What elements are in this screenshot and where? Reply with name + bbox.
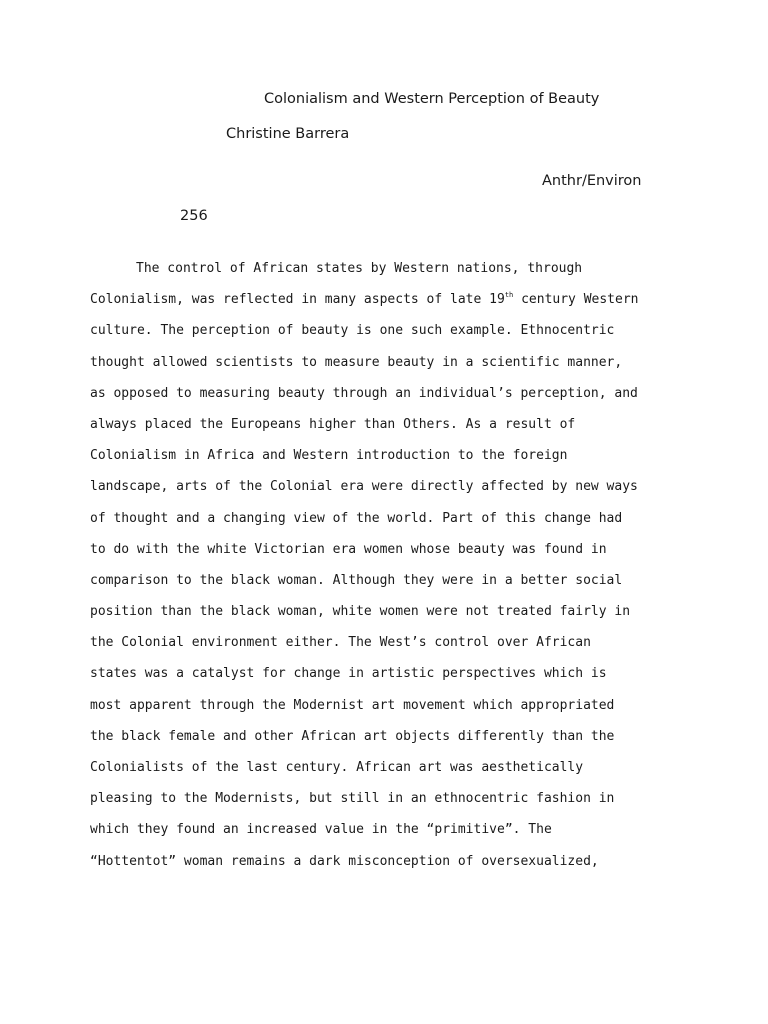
body-line: The control of African states by Western nations, through [136, 261, 583, 276]
body-line: which they found an increased value in the “primitive”. The [90, 822, 552, 838]
body-line-text: Colonialism, was reflected in many aspects of late 19 [90, 292, 505, 308]
body-line: as opposed to measuring beauty through an individual’s perception, and [90, 385, 638, 401]
course-name: Anthr/Environ [542, 173, 642, 189]
body-line: comparison to the black woman. Although they were in a better social [90, 572, 623, 588]
course-number: 256 [180, 208, 208, 224]
body-line: Colonialism in Africa and Western introduction to the foreign [90, 448, 568, 464]
author-name: Christine Barrera [226, 126, 350, 142]
body-line: “Hottentot” woman remains a dark misconception of oversexualized, [90, 853, 599, 869]
body-line: position than the black woman, white women were not treated fairly in [90, 604, 631, 620]
ordinal-superscript: th [504, 291, 514, 300]
body-line: culture. The perception of beauty is one such example. Ethnocentric [90, 323, 615, 339]
body-line-text: century Western [513, 292, 639, 308]
body-line: always placed the Europeans higher than Others. As a result of [90, 416, 576, 432]
body-line: most apparent through the Modernist art movement which appropriated [90, 697, 615, 713]
body-line: of thought and a changing view of the world. Part of this change had [90, 510, 623, 526]
body-line [90, 284, 690, 315]
body-line: pleasing to the Modernists, but still in an ethnocentric fashion in [90, 791, 615, 807]
body-line: landscape, arts of the Colonial era were directly affected by new ways [90, 479, 638, 495]
body-line: states was a catalyst for change in artistic perspectives which is [90, 666, 607, 682]
body-line: to do with the white Victorian era women whose beauty was found in [90, 541, 607, 557]
body-line: the Colonial environment either. The West’s control over African [90, 635, 591, 651]
body-paragraph [90, 253, 690, 877]
body-line: Colonialists of the last century. African art was aesthetically [90, 760, 584, 775]
body-line: the black female and other African art objects differently than the [90, 728, 615, 744]
document-title: Colonialism and Western Perception of Beauty [264, 91, 600, 107]
body-line: thought allowed scientists to measure beauty in a scientific manner, [90, 354, 623, 370]
